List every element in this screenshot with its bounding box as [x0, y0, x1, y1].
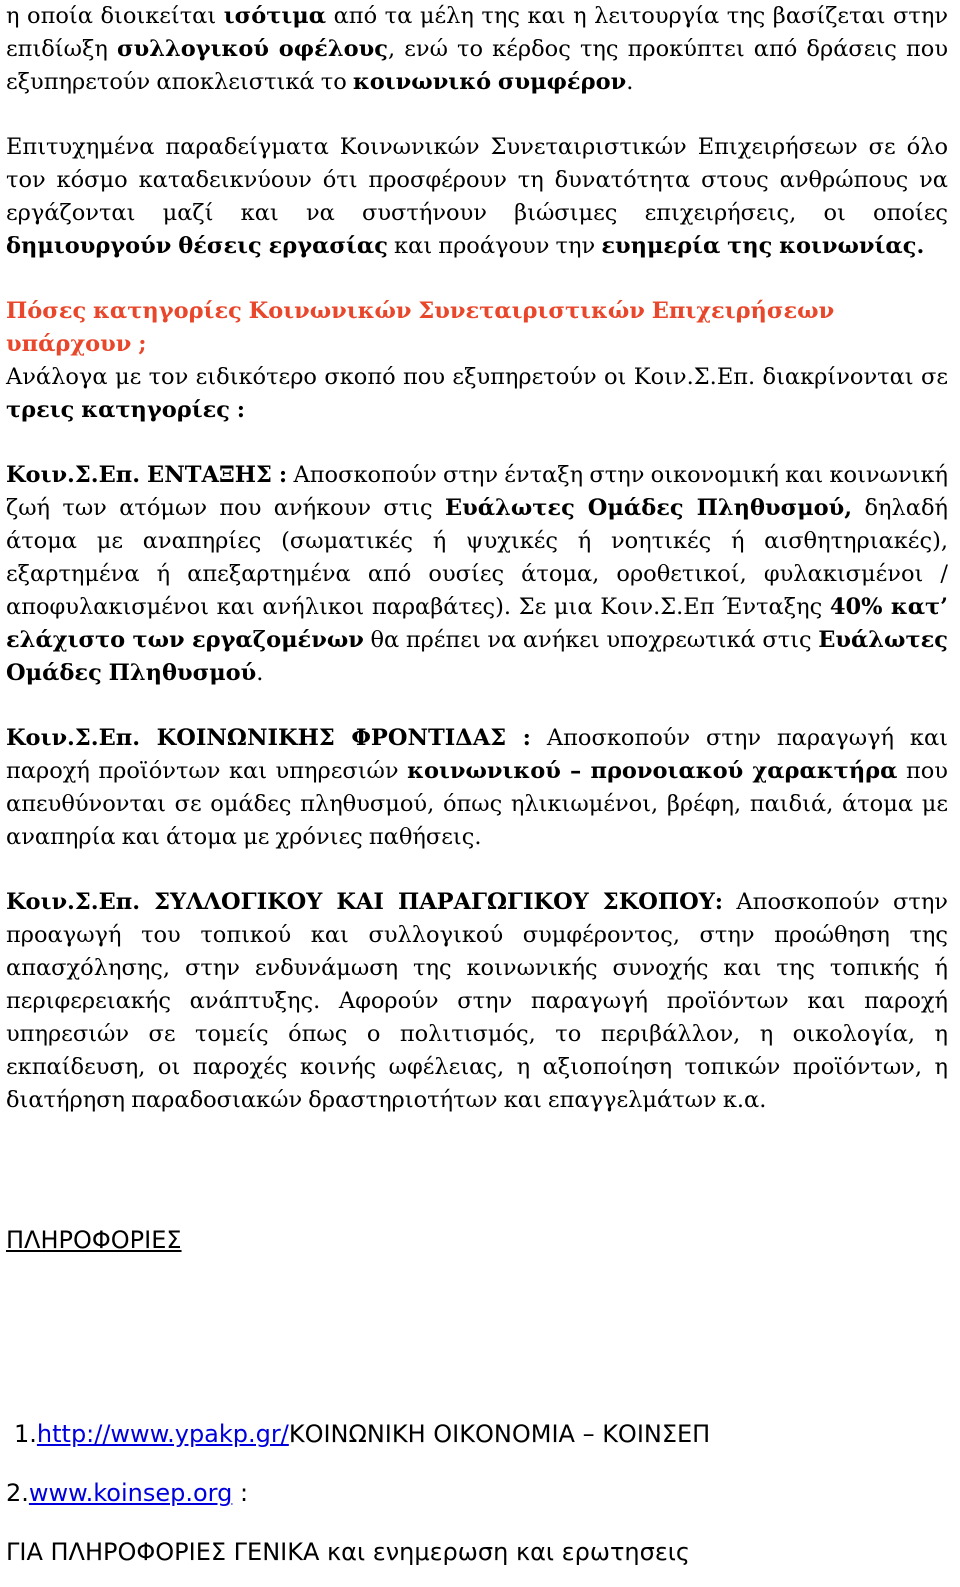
paragraph-category-integration: [6, 459, 948, 690]
bold-run: κοινωνικό συμφέρον: [352, 69, 627, 95]
link-line-2: [6, 1478, 248, 1508]
bold-run: Ευάλωτες Ομάδες Πληθυσμού,: [444, 495, 853, 521]
text-run: Αποσκοπούν στην ένταξη στην οικονομική και κοινωνική ζωή των ατόμων που ανήκουν στις: [6, 462, 948, 521]
bold-run: δημιουργούν θέσεις εργασίας: [6, 233, 388, 259]
bold-run: συλλογικού οφέλους: [117, 36, 388, 62]
bold-run: Κοιν.Σ.Επ. ΚΟΙΝΩΝΙΚΗΣ ΦΡΟΝΤΙΔΑΣ :: [6, 725, 531, 751]
text-run: Αποσκοπούν στην προαγωγή του τοπικού και συλλογικού συμφέροντος, στην προώθηση της απασχόλησης, στην ενδυνάμωση της κοινωνικής συνοχής και της τοπικής ή περιφερειακής ανάπτυξης. Αφορούν στην παραγωγή προϊόντων και παροχή υπηρεσιών σε τομείς όπως ο πολιτισμός, το περιβάλλον, η οικολογία, η εκπαίδευση, οι παροχές κοινής ωφέλειας, η αξιοποίηση τοπικών προϊόντων, η διατήρηση παραδοσιακών δραστηριοτήτων και επαγγελμάτων κ.α.: [6, 889, 948, 1113]
bold-run: 40% κατ’ ελάχιστο των εργαζομένων: [6, 594, 948, 653]
bold-run: Κοιν.Σ.Επ. ΣΥΛΛΟΓΙΚΟΥ ΚΑΙ ΠΑΡΑΓΩΓΙΚΟΥ ΣΚΟΠΟΥ:: [6, 889, 724, 915]
text-run: και προάγουν την: [387, 233, 602, 259]
bold-run: κοινωνικού – προνοιακού χαρακτήρα: [407, 758, 898, 784]
link-line-1: [14, 1419, 710, 1449]
bold-run: Κοιν.Σ.Επ. ΕΝΤΑΞΗΣ :: [6, 462, 288, 488]
paragraph-category-collective: [6, 886, 948, 1117]
question-heading: Πόσες κατηγορίες Κοινωνικών Συνεταιριστικών Επιχειρήσεων υπάρχουν ;: [6, 298, 835, 357]
footer-info-line: ΓΙΑ ΠΛΗΡΟΦΟΡΙΕΣ ΓΕΝΙΚΑ και ενημερωση και ερωτησεις: [6, 1538, 691, 1566]
link-number: 1.: [14, 1420, 37, 1448]
text-run: από τα μέλη της και η λειτουργία της βασίζεται στην επιδίωξη: [6, 3, 949, 62]
link-description: :: [232, 1479, 249, 1507]
paragraph-success-examples: [6, 131, 948, 263]
bold-run: τρεις κατηγορίες :: [6, 397, 246, 423]
text-run: Ανάλογα με τον ειδικότερο σκοπό που εξυπηρετούν οι Κοιν.Σ.Επ. διακρίνονται σε: [6, 364, 948, 390]
text-run: .: [256, 660, 264, 686]
text-run: που απευθύνονται σε ομάδες πληθυσμού, όπως ηλικιωμένοι, βρέφη, παιδιά, άτομα με αναπηρία και άτομα με χρόνιες παθήσεις.: [6, 758, 948, 850]
bold-run: ισότιμα: [223, 3, 327, 29]
bold-run: Ευάλωτες Ομάδες Πληθυσμού: [6, 627, 948, 686]
paragraph-intro-continued: [6, 0, 948, 99]
text-run: η οποία διοικείται: [6, 3, 224, 29]
link-number: 2.: [6, 1479, 29, 1507]
text-run: δηλαδή άτομα με αναπηρίες (σωματικές ή ψυχικές ή νοητικές ή αισθητηριακές), εξαρτημένα ή απεξαρτημένα από ουσίες άτομα, οροθετικοί, φυλακισμένοι / αποφυλακισμένοι και ανήλικοι παραβάτες). Σε μια Κοιν.Σ.Επ Ένταξης: [6, 495, 948, 620]
text-run: θα πρέπει να ανήκει υποχρεωτικά στις: [363, 627, 819, 653]
koinsep-link[interactable]: www.koinsep.org: [28, 1479, 233, 1507]
text-run: .: [626, 69, 634, 95]
bold-run: ευημερία της κοινωνίας.: [601, 233, 925, 259]
text-run: Αποσκοπούν στην παραγωγή και παροχή προϊόντων και υπηρεσιών: [6, 725, 948, 784]
link-description: ΚΟΙΝΩΝΙΚΗ ΟΙΚΟΝΟΜΙΑ – ΚΟΙΝΣΕΠ: [288, 1420, 711, 1448]
ypakp-link[interactable]: http://www.ypakp.gr/: [36, 1420, 289, 1448]
paragraph-categories-intro: [6, 361, 948, 427]
text-run: , ενώ το κέρδος της προκύπτει από δράσεις που εξυπηρετούν αποκλειστικά το: [6, 36, 948, 95]
paragraph-category-social-care: [6, 722, 948, 854]
text-run: Επιτυχημένα παραδείγματα Κοινωνικών Συνεταιριστικών Επιχειρήσεων σε όλο τον κόσμο καταδεικνύουν ότι προσφέρουν τη δυνατότητα στους ανθρώπους να εργάζονται μαζί και να συστήνουν βιώσιμες επιχειρήσεις, οι οποίες: [6, 134, 948, 226]
info-heading: ΠΛΗΡΟΦΟΡΙΕΣ: [6, 1226, 182, 1254]
